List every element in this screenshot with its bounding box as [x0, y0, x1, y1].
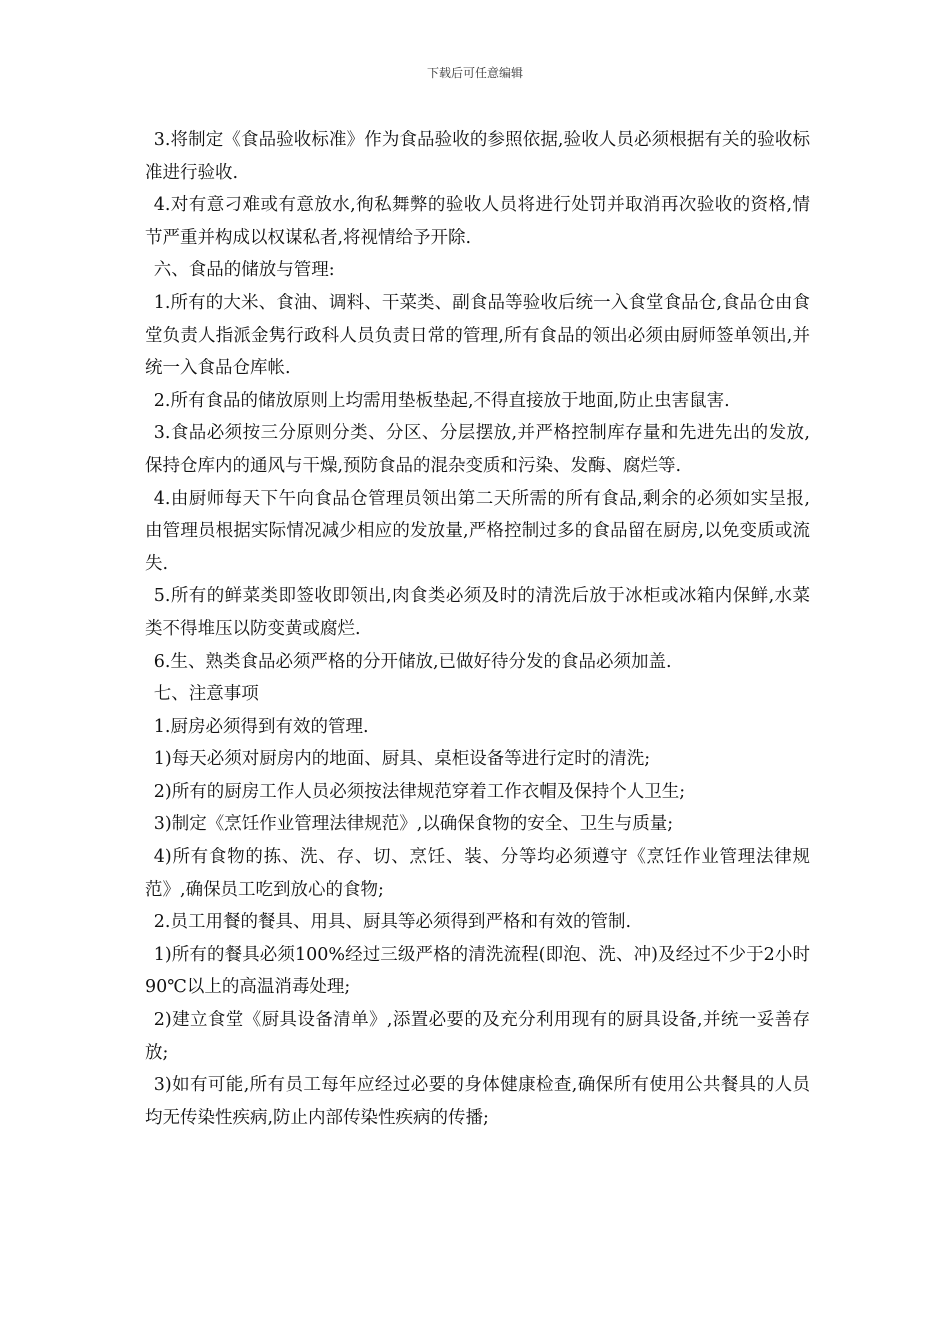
paragraph-notes-1-1: 1)每天必须对厨房内的地面、厨具、桌柜设备等进行定时的清洗;	[153, 749, 651, 770]
paragraph-notes-1-3: 3)制定《烹饪作业管理法律规范》,以确保食物的安全、卫生与质量;	[153, 814, 674, 835]
paragraph-acceptance-penalty: 4.对有意刁难或有意放水,徇私舞弊的验收人员将进行处罚并取消再次验收的资格,情节严重并构成以权谋私者,将视情给予开除.	[145, 195, 810, 248]
paragraph-notes-2-1: 1)所有的餐具必须100%经过三级严格的清洗流程(即泡、洗、冲)及经过不少于2小时90℃以上的高温消毒处理;	[145, 944, 810, 998]
paragraph-notes-2-3: 3)如有可能,所有员工每年应经过必要的身体健康检查,确保所有使用公共餐具的人员均无传染性疾病,防止内部传染性疾病的传播;	[145, 1075, 810, 1128]
paragraph-notes-1-2: 2)所有的厨房工作人员必须按法律规范穿着工作衣帽及保持个人卫生;	[153, 781, 686, 802]
document-body	[145, 124, 810, 1134]
paragraph-storage-2: 2.所有食品的储放原则上均需用垫板垫起,不得直接放于地面,防止虫害鼠害.	[153, 390, 730, 411]
paragraph-storage-3: 3.食品必须按三分原则分类、分区、分层摆放,并严格控制库存量和先进先出的发放,保持仓库内的通风与干燥,预防食品的混杂变质和污染、发酶、腐烂等.	[145, 423, 810, 476]
paragraph-acceptance-standard: 3.将制定《食品验收标准》作为食品验收的参照依据,验收人员必须根据有关的验收标准进行验收.	[145, 130, 810, 183]
paragraph-storage-6: 6.生、熟类食品必须严格的分开储放,已做好待分发的食品必须加盖.	[153, 651, 672, 672]
paragraph-storage-1: 1.所有的大米、食油、调料、干菜类、副食品等验收后统一入食堂食品仓,食品仓由食堂负责人指派金隽行政科人员负责日常的管理,所有食品的领出必须由厨师签单领出,并统一入食品仓库帐.	[145, 292, 810, 379]
paragraph-notes-2-2: 2)建立食堂《厨具设备清单》,添置必要的及充分利用现有的厨具设备,并统一妥善存放;	[145, 1010, 810, 1063]
paragraph-notes-1-4: 4)所有食物的拣、洗、存、切、烹饪、装、分等均必须遵守《烹饪作业管理法律规范》,确保员工吃到放心的食物;	[145, 847, 810, 900]
paragraph-storage-4: 4.由厨师每天下午向食品仓管理员领出第二天所需的所有食品,剩余的必须如实呈报,由管理员根据实际情况减少相应的发放量,严格控制过多的食品留在厨房,以免变质或流失.	[145, 488, 810, 574]
paragraph-notes-1: 1.厨房必须得到有效的管理.	[153, 716, 369, 737]
page-header-note: 下载后可任意编辑	[426, 66, 523, 80]
section-heading-storage: 六、食品的储放与管理:	[153, 260, 335, 281]
section-heading-notes: 七、注意事项	[153, 684, 259, 705]
paragraph-notes-2: 2.员工用餐的餐具、用具、厨具等必须得到严格和有效的管制.	[153, 912, 632, 933]
paragraph-storage-5: 5.所有的鲜菜类即签收即领出,肉食类必须及时的清洗后放于冰柜或冰箱内保鲜,水菜类不得堆压以防变黄或腐烂.	[145, 586, 810, 639]
